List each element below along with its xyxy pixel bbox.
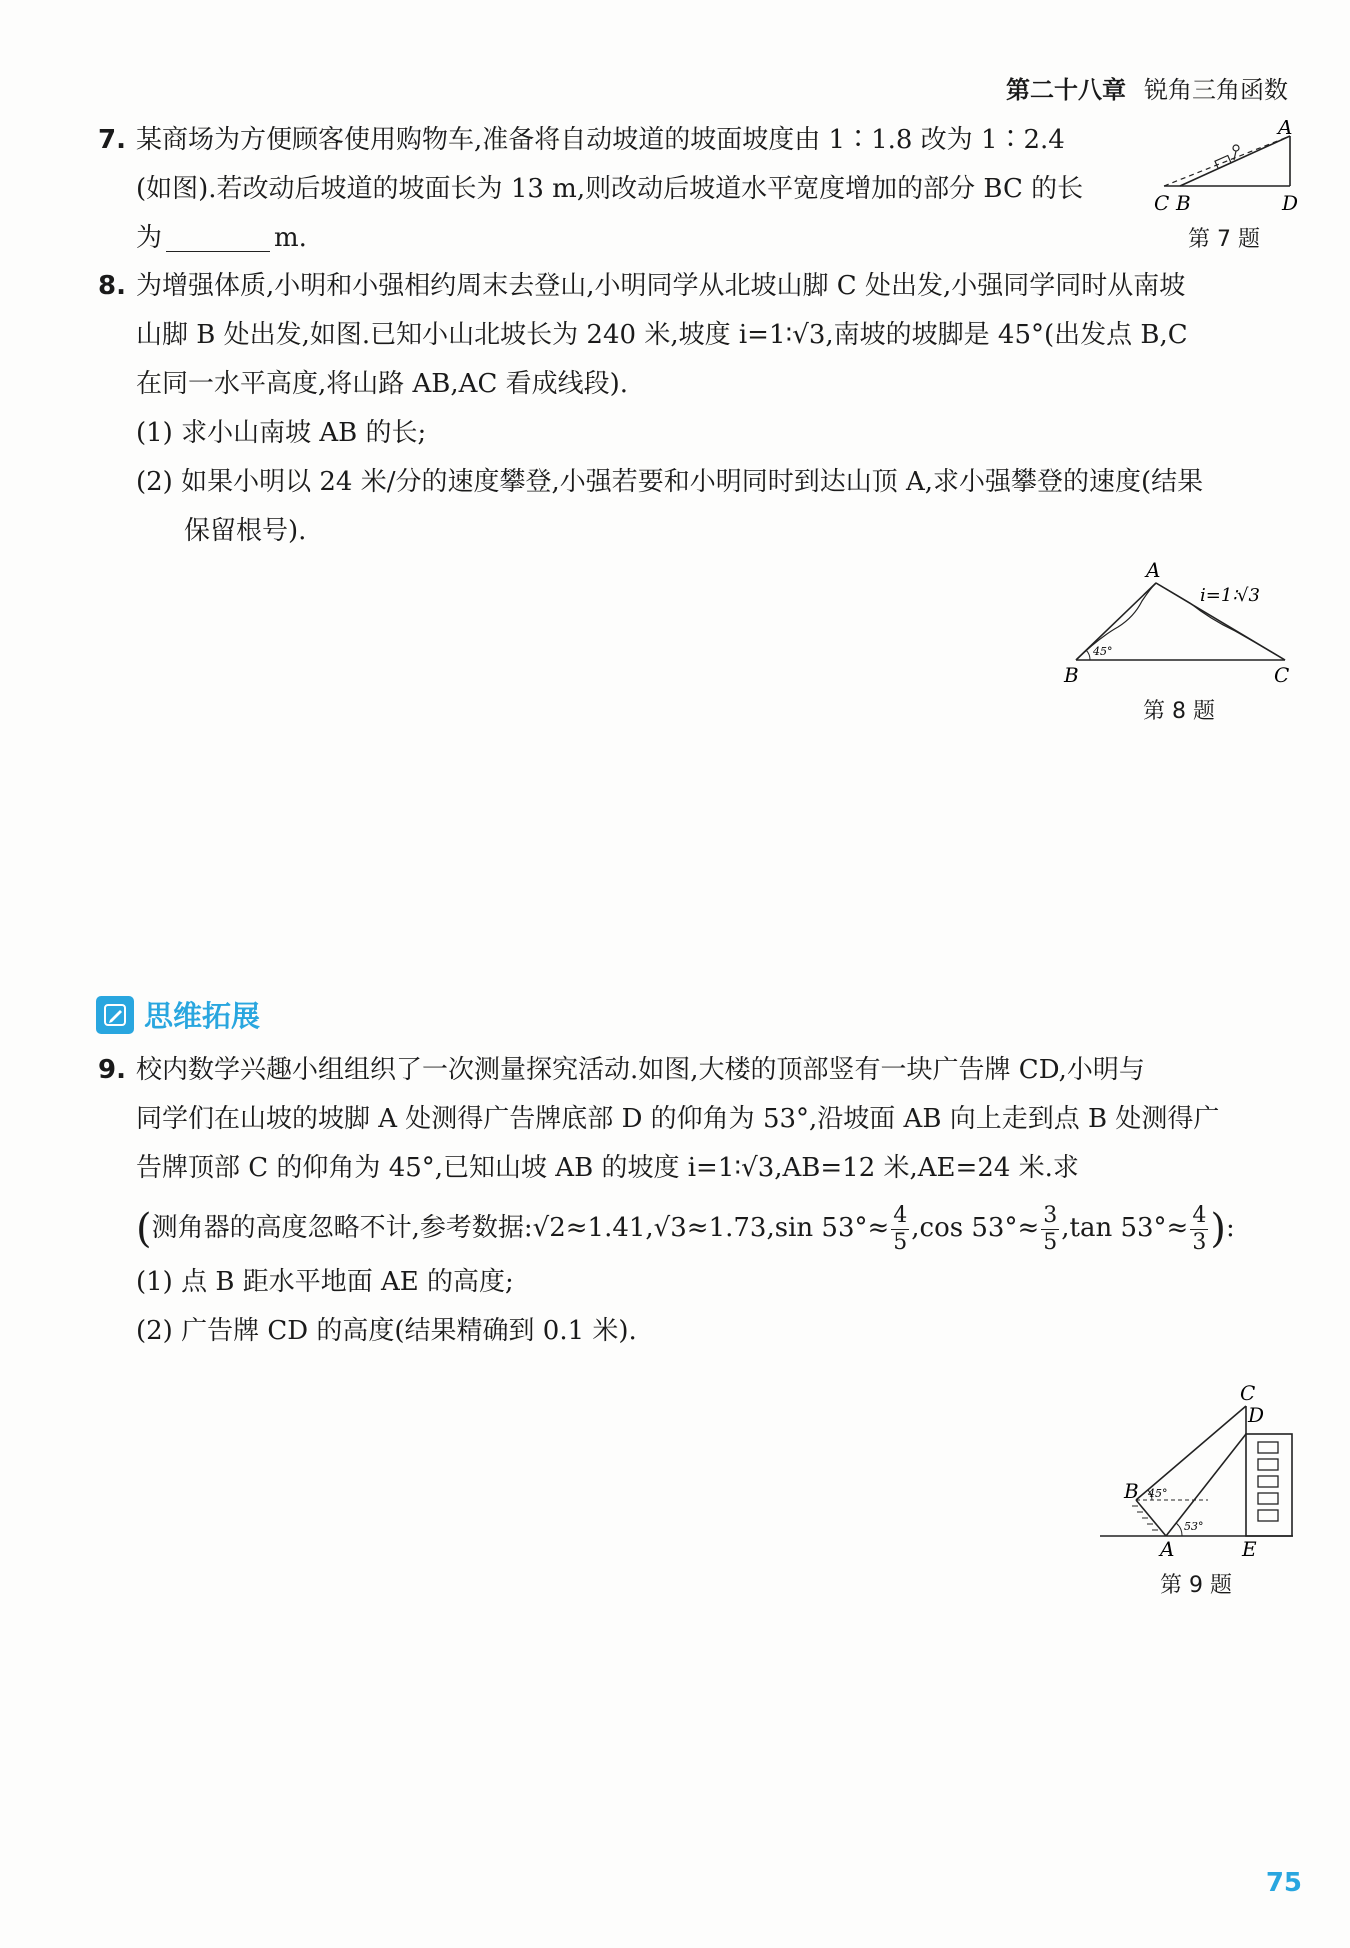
fig8-label-c: C bbox=[1274, 663, 1290, 687]
figure-8 bbox=[1060, 555, 1300, 690]
problem-9-question-2: (2) 广告牌 CD 的高度(结果精确到 0.1 米). bbox=[136, 1316, 637, 1346]
fig7-label-d: D bbox=[1282, 191, 1299, 215]
problem-9-line-4-mid1: ,cos 53°≈ bbox=[911, 1213, 1040, 1243]
fig7-label-a: A bbox=[1278, 120, 1293, 139]
problem-number: 8. bbox=[98, 271, 126, 301]
problem-9-line-1: 校内数学兴趣小组组织了一次测量探究活动.如图,大楼的顶部竖有一块广告牌 CD,小明与 bbox=[136, 1055, 1145, 1085]
tan-numerator: 4 bbox=[1192, 1202, 1207, 1228]
section-title: 思维拓展 bbox=[144, 999, 261, 1033]
cos-denominator: 5 bbox=[1043, 1229, 1058, 1255]
fig9-label-a: A bbox=[1160, 1537, 1175, 1558]
problem-7-line-1: 某商场为方便顾客使用购物车,准备将自动坡道的坡面坡度由 1∶1.8 改为 1∶2.4 bbox=[136, 125, 1065, 155]
fig9-label-c: C bbox=[1240, 1381, 1256, 1405]
problem-7-line-3 bbox=[98, 214, 1290, 263]
chapter-title: 锐角三角函数 bbox=[1144, 76, 1288, 104]
figure-7-diagram bbox=[1152, 120, 1302, 220]
problem-number: 9. bbox=[98, 1055, 126, 1085]
problem-9-line-4-mid2: ,tan 53°≈ bbox=[1061, 1213, 1189, 1243]
figure-7-caption: 第 7 题 bbox=[1188, 227, 1260, 252]
section-banner bbox=[96, 994, 260, 1035]
problem-8-question-2: (2) 如果小明以 24 米/分的速度攀登,小强若要和小明同时到达山顶 A,求小强攀登的速度(结果 bbox=[136, 467, 1204, 497]
figure-7 bbox=[1152, 120, 1302, 220]
problem-7-line-3-post: m. bbox=[274, 223, 307, 253]
problem-9-line-3: 告牌顶部 C 的仰角为 45°,已知山坡 AB 的坡度 i=1∶√3,AB=12 米,AE=24 米.求 bbox=[136, 1153, 1079, 1183]
page-number: 75 bbox=[1265, 1868, 1302, 1898]
figure-8-caption: 第 8 题 bbox=[1143, 699, 1215, 724]
problem-7-line-3-pre: 为 bbox=[136, 223, 163, 253]
problem-8 bbox=[98, 262, 1290, 556]
paren-open: ( bbox=[136, 1206, 152, 1252]
problem-9-question-1: (1) 点 B 距水平地面 AE 的高度; bbox=[136, 1267, 514, 1297]
problem-9-line-4-pre: 测角器的高度忽略不计,参考数据:√2≈1.41,√3≈1.73,sin 53°≈ bbox=[151, 1213, 890, 1243]
fig8-label-a: A bbox=[1146, 558, 1161, 582]
figure-8-diagram bbox=[1060, 555, 1300, 690]
pencil-note-icon bbox=[96, 996, 134, 1034]
fig9-label-e: E bbox=[1242, 1537, 1257, 1558]
page-header bbox=[1006, 70, 1288, 105]
sin-numerator: 4 bbox=[893, 1202, 908, 1228]
tan-denominator: 3 bbox=[1192, 1229, 1207, 1255]
problem-9 bbox=[98, 1046, 1290, 1356]
problem-8-question-1: (1) 求小山南坡 AB 的长; bbox=[136, 418, 427, 448]
answer-blank[interactable] bbox=[166, 221, 270, 252]
fig9-angle-45: 45° bbox=[1148, 1487, 1168, 1500]
tan-fraction bbox=[1190, 1203, 1208, 1256]
fig9-label-b: B bbox=[1124, 1479, 1139, 1503]
fig8-angle-45: 45° bbox=[1093, 645, 1113, 658]
fig8-label-b: B bbox=[1064, 663, 1079, 687]
paren-close: ) bbox=[1210, 1206, 1226, 1252]
problem-8-line-2: 山脚 B 处出发,如图.已知小山北坡长为 240 米,坡度 i=1∶√3,南坡的坡脚是 45°(出发点 B,C bbox=[136, 320, 1188, 350]
chapter-label: 第二十八章 bbox=[1006, 76, 1126, 104]
problem-8-question-2-cont: 保留根号). bbox=[184, 516, 307, 546]
fig9-label-d: D bbox=[1248, 1403, 1265, 1427]
figure-9-diagram bbox=[1098, 1378, 1298, 1558]
problem-9-line-4-post: : bbox=[1225, 1213, 1235, 1243]
fig7-label-b: B bbox=[1176, 191, 1191, 215]
problem-7 bbox=[98, 116, 1293, 263]
problem-9-line-4 bbox=[98, 1199, 1290, 1258]
sin-fraction bbox=[891, 1203, 909, 1256]
figure-9 bbox=[1098, 1378, 1298, 1558]
problem-number: 7. bbox=[98, 125, 126, 155]
fig8-slope-label: i=1∶√3 bbox=[1200, 585, 1260, 606]
cos-numerator: 3 bbox=[1043, 1202, 1058, 1228]
problem-8-line-1: 为增强体质,小明和小强相约周末去登山,小明同学从北坡山脚 C 处出发,小强同学同时从南坡 bbox=[136, 271, 1186, 301]
fig9-angle-53: 53° bbox=[1184, 1520, 1204, 1533]
fig7-label-c: C bbox=[1154, 191, 1170, 215]
figure-9-caption: 第 9 题 bbox=[1160, 1573, 1232, 1598]
problem-8-line-3: 在同一水平高度,将山路 AB,AC 看成线段). bbox=[136, 369, 629, 399]
problem-7-line-2: (如图).若改动后坡道的坡面长为 13 m,则改动后坡道水平宽度增加的部分 BC 的长 bbox=[136, 174, 1084, 204]
sin-denominator: 5 bbox=[893, 1229, 908, 1255]
cos-fraction bbox=[1041, 1203, 1059, 1256]
problem-9-line-2: 同学们在山坡的坡脚 A 处测得广告牌底部 D 的仰角为 53°,沿坡面 AB 向上走到点 B 处测得广 bbox=[136, 1104, 1220, 1134]
